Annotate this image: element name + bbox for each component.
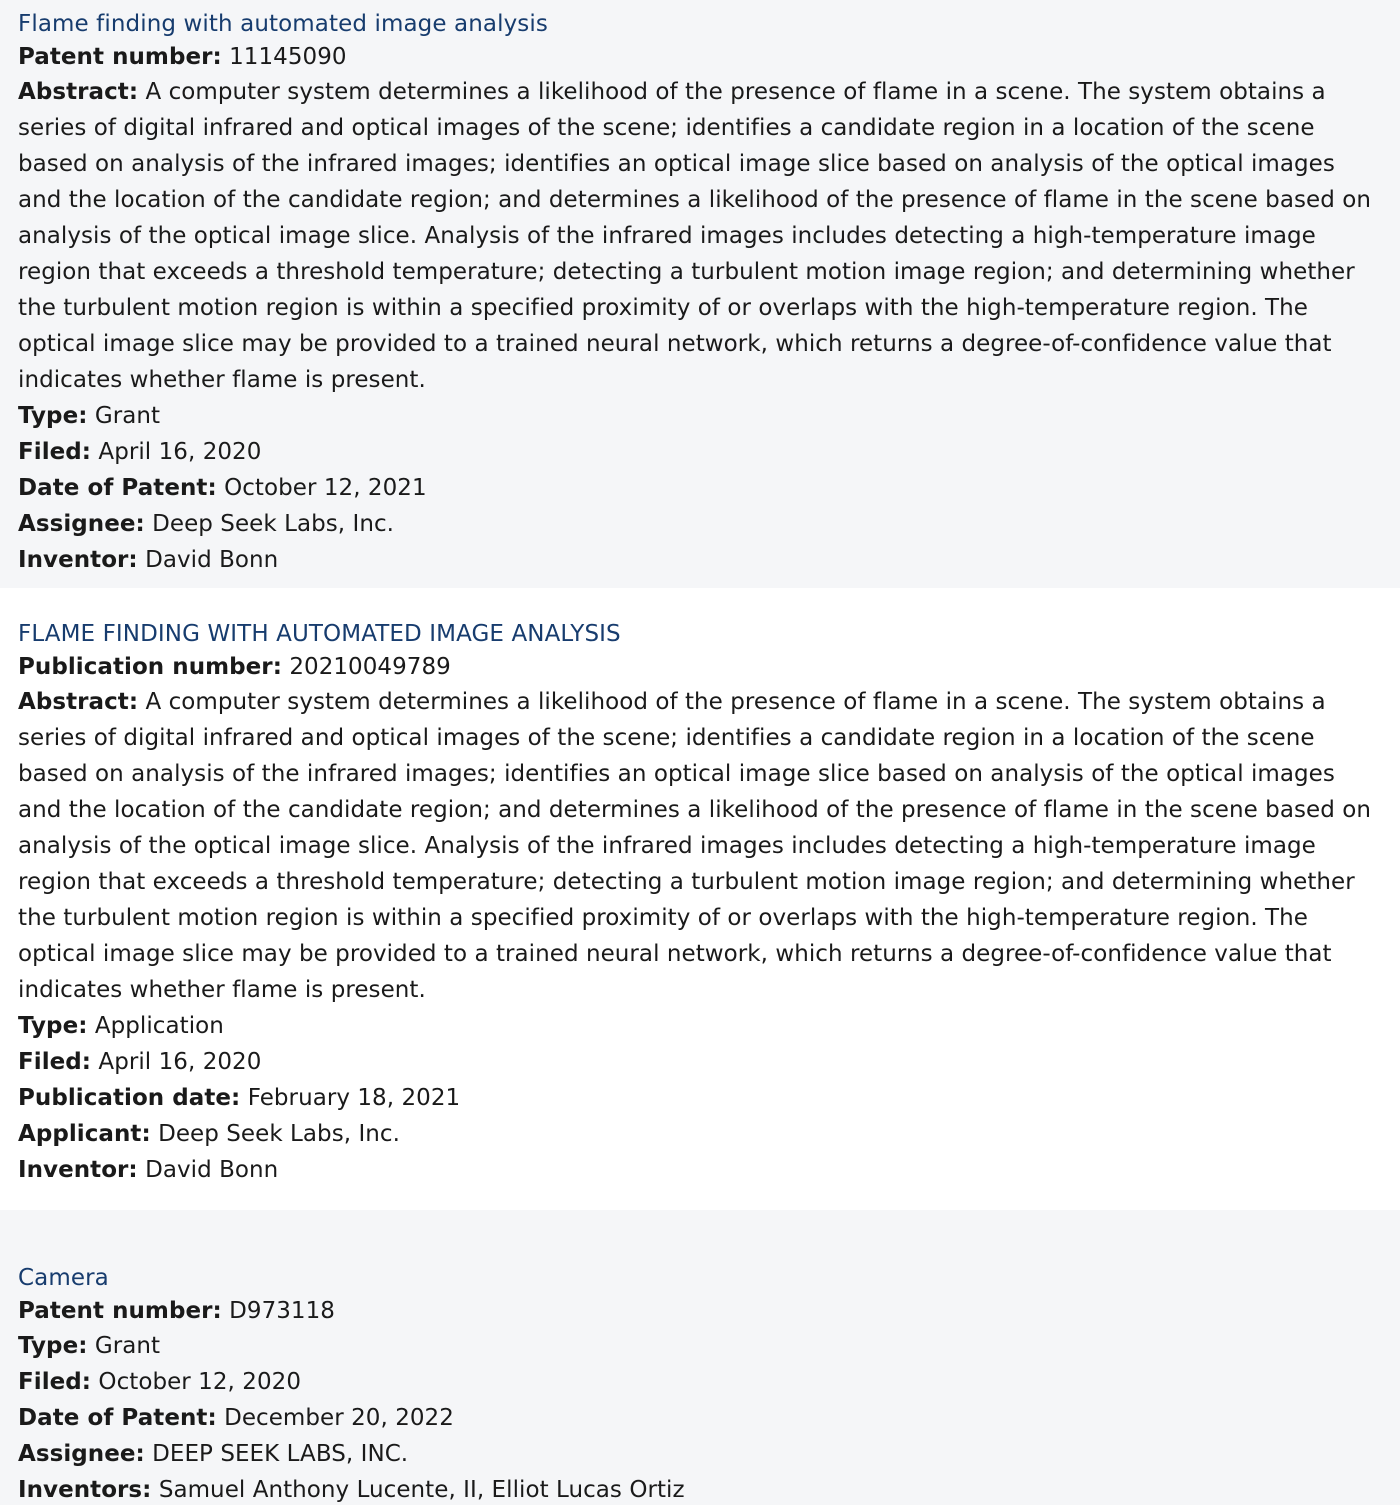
field-label: Assignee: <box>18 1441 145 1467</box>
field-value: A computer system determines a likelihood of the presence of flame in a scene. The system obtains a series of digital infrared and optical images of the scene; identifies a candidate region in a location of the scene based on analysis of the infrared images; identifies an optical image slice based on analysis of the optical images and the location of the candidate region; and determines a likelihood of the presence of flame in the scene based on analysis of the optical image slice. Analysis of the infrared images includes detecting a high-temperature image region that exceeds a threshold temperature; detecting a turbulent motion image region; and determining whether the turbulent motion region is within a specified proximity of or overlaps with the high-temperature region. The optical image slice may be provided to a trained neural network, which returns a degree-of-confidence value that indicates whether flame is present. <box>18 689 1371 1003</box>
date-of-patent-row <box>18 1400 1382 1436</box>
field-value: DEEP SEEK LABS, INC. <box>152 1441 409 1467</box>
field-value: December 20, 2022 <box>224 1405 454 1431</box>
publication-date-row <box>18 1080 1382 1116</box>
field-label: Inventor: <box>18 1157 138 1183</box>
field-label: Filed: <box>18 1049 92 1075</box>
field-label: Abstract: <box>18 689 139 715</box>
type-row <box>18 1328 1382 1364</box>
field-value: October 12, 2021 <box>224 475 427 501</box>
assignee-row <box>18 506 1382 542</box>
field-value: February 18, 2021 <box>247 1085 461 1111</box>
field-value: April 16, 2020 <box>98 1049 262 1075</box>
type-row <box>18 398 1382 434</box>
result-title-link[interactable]: Camera <box>18 1265 109 1291</box>
field-value: 11145090 <box>229 44 347 70</box>
field-label: Date of Patent: <box>18 1405 217 1431</box>
field-label: Assignee: <box>18 511 145 537</box>
patent-result <box>0 588 1400 1210</box>
assignee-row <box>18 1436 1382 1472</box>
field-label: Publication date: <box>18 1085 241 1111</box>
abstract-row <box>18 684 1382 1008</box>
field-value: Deep Seek Labs, Inc. <box>152 511 395 537</box>
field-label: Type: <box>18 403 88 429</box>
field-value: A computer system determines a likelihood of the presence of flame in a scene. The system obtains a series of digital infrared and optical images of the scene; identifies a candidate region in a location of the scene based on analysis of the infrared images; identifies an optical image slice based on analysis of the optical images and the location of the candidate region; and determines a likelihood of the presence of flame in the scene based on analysis of the optical image slice. Analysis of the infrared images includes detecting a high-temperature image region that exceeds a threshold temperature; detecting a turbulent motion image region; and determining whether the turbulent motion region is within a specified proximity of or overlaps with the high-temperature region. The optical image slice may be provided to a trained neural network, which returns a degree-of-confidence value that indicates whether flame is present. <box>18 79 1371 393</box>
field-label: Filed: <box>18 1369 92 1395</box>
patent-number-row <box>18 1294 1382 1328</box>
field-label: Publication number: <box>18 654 282 680</box>
filed-row <box>18 1364 1382 1400</box>
type-row <box>18 1008 1382 1044</box>
result-title-link[interactable]: FLAME FINDING WITH AUTOMATED IMAGE ANALYSIS <box>18 621 621 647</box>
inventor-row <box>18 542 1382 578</box>
field-label: Patent number: <box>18 44 222 70</box>
result-title-link[interactable]: Flame finding with automated image analysis <box>18 11 548 37</box>
field-value: D973118 <box>229 1298 335 1324</box>
field-value: Application <box>94 1013 224 1039</box>
date-of-patent-row <box>18 470 1382 506</box>
inventor-row <box>18 1152 1382 1188</box>
field-label: Date of Patent: <box>18 475 217 501</box>
field-value: April 16, 2020 <box>98 439 262 465</box>
field-label: Patent number: <box>18 1298 222 1324</box>
field-label: Filed: <box>18 439 92 465</box>
inventors-row <box>18 1472 1382 1505</box>
abstract-row <box>18 74 1382 398</box>
field-label: Applicant: <box>18 1121 151 1147</box>
field-value: David Bonn <box>145 547 279 573</box>
field-value: Deep Seek Labs, Inc. <box>158 1121 400 1147</box>
field-value: Samuel Anthony Lucente, II, Elliot Lucas Ortiz <box>158 1477 685 1503</box>
applicant-row <box>18 1116 1382 1152</box>
field-value: Grant <box>94 1333 161 1359</box>
filed-row <box>18 434 1382 470</box>
field-label: Type: <box>18 1333 88 1359</box>
patent-number-row <box>18 40 1382 74</box>
field-value: 20210049789 <box>289 654 451 680</box>
field-value: Grant <box>94 403 161 429</box>
patent-result <box>0 1210 1400 1505</box>
field-label: Type: <box>18 1013 88 1039</box>
field-value: October 12, 2020 <box>98 1369 301 1395</box>
patent-result <box>0 0 1400 588</box>
field-value: David Bonn <box>145 1157 279 1183</box>
field-label: Inventor: <box>18 547 138 573</box>
field-label: Abstract: <box>18 79 139 105</box>
field-label: Inventors: <box>18 1477 152 1503</box>
publication-number-row <box>18 650 1382 684</box>
filed-row <box>18 1044 1382 1080</box>
